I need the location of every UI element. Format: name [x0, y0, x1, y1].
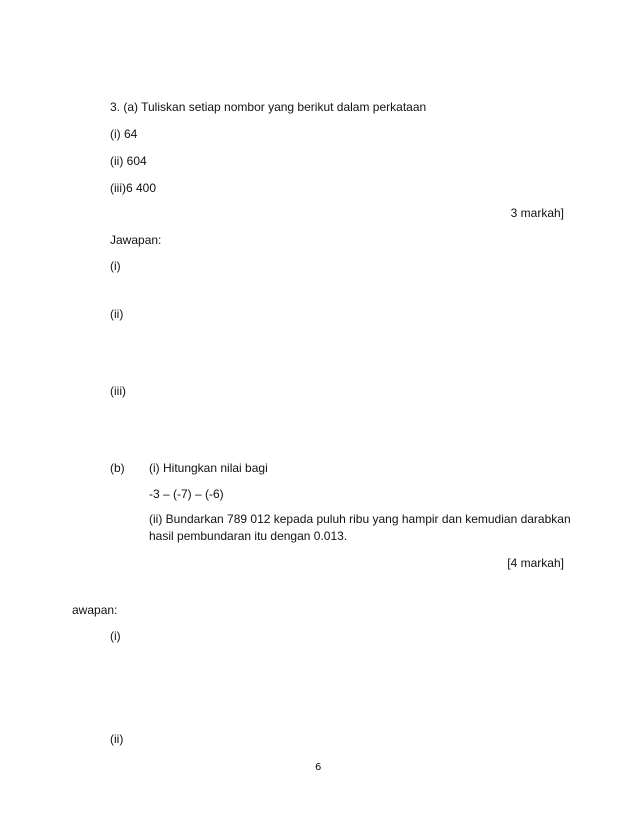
part-b-sub1-line1: (i) Hitungkan nilai bagi: [149, 461, 268, 475]
part-b-answer-label: awapan:: [72, 603, 118, 617]
part-b-answer-slot-2: (ii): [110, 732, 124, 746]
part-a-item-3: (iii)6 400: [110, 181, 157, 195]
part-b-marks: [4 markah]: [507, 556, 564, 570]
part-a-answer-slot-3: (iii): [110, 384, 126, 398]
part-a-answer-label: Jawapan:: [110, 233, 162, 247]
part-b-sub2-line2: hasil pembundaran itu dengan 0.013.: [149, 529, 348, 543]
part-a-answer-slot-2: (ii): [110, 307, 124, 321]
part-b-label: (b): [110, 461, 125, 475]
part-b-sub2-line1: (ii) Bundarkan 789 012 kepada puluh ribu yang hampir dan kemudian darabkan: [149, 512, 571, 526]
part-b-answer-slot-1: (i): [110, 629, 121, 643]
part-a-item-2: (ii) 604: [110, 154, 147, 168]
part-b-sub1-line2: -3 – (-7) – (-6): [149, 487, 224, 501]
part-a-item-1: (i) 64: [110, 127, 138, 141]
question-heading: 3. (a) Tuliskan setiap nombor yang berikut dalam perkataan: [110, 100, 427, 114]
part-a-answer-slot-1: (i): [110, 259, 121, 273]
page-number: 6: [315, 762, 322, 773]
part-a-marks: 3 markah]: [510, 206, 564, 220]
